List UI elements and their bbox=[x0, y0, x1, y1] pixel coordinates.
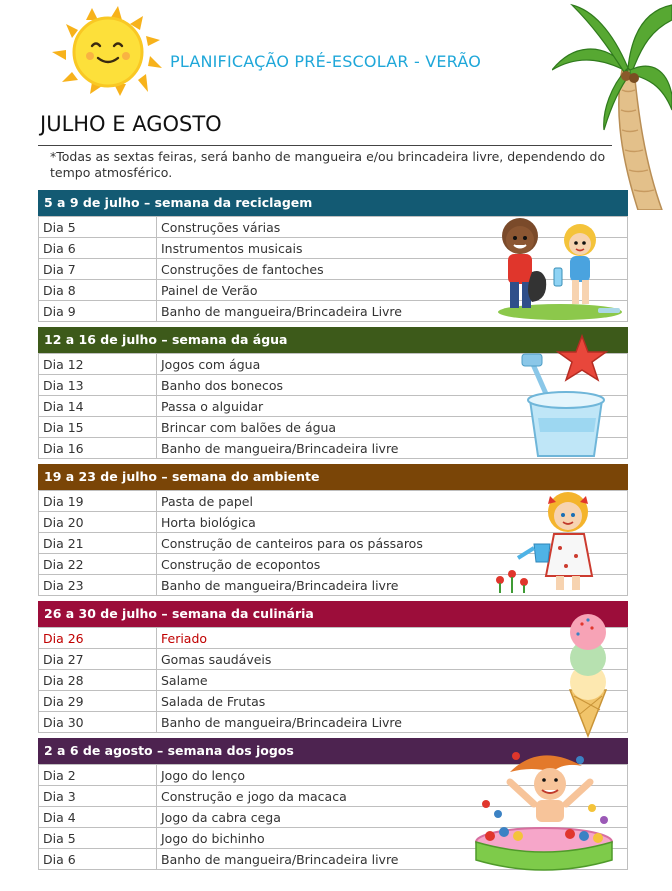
day-cell: Dia 2 bbox=[39, 765, 157, 786]
activity-cell: Construção e jogo da macaca bbox=[157, 786, 628, 807]
document-title: PLANIFICAÇÃO PRÉ-ESCOLAR - VERÃO bbox=[170, 52, 481, 71]
activity-cell: Banho de mangueira/Brincadeira livre bbox=[157, 575, 628, 596]
activity-cell: Construção de canteiros para os pássaros bbox=[157, 533, 628, 554]
day-cell: Dia 29 bbox=[39, 691, 157, 712]
day-cell: Dia 22 bbox=[39, 554, 157, 575]
week-section-4 bbox=[38, 601, 628, 733]
activity-cell: Brincar com balões de água bbox=[157, 417, 628, 438]
page-heading: JULHO E AGOSTO bbox=[40, 112, 222, 136]
table-row-holiday bbox=[39, 628, 628, 649]
day-cell: Dia 8 bbox=[39, 280, 157, 301]
activity-cell: Banho de mangueira/Brincadeira Livre bbox=[157, 301, 628, 322]
day-cell: Dia 16 bbox=[39, 438, 157, 459]
activity-cell: Feriado bbox=[157, 628, 628, 649]
day-cell: Dia 6 bbox=[39, 238, 157, 259]
day-cell: Dia 6 bbox=[39, 849, 157, 870]
activity-cell: Banho dos bonecos bbox=[157, 375, 628, 396]
day-cell: Dia 19 bbox=[39, 491, 157, 512]
day-cell: Dia 27 bbox=[39, 649, 157, 670]
activity-cell: Painel de Verão bbox=[157, 280, 628, 301]
activity-cell: Construções de fantoches bbox=[157, 259, 628, 280]
week-header: 19 a 23 de julho – semana do ambiente bbox=[38, 464, 628, 490]
heading-divider bbox=[38, 145, 612, 146]
day-cell: Dia 21 bbox=[39, 533, 157, 554]
girl-watering-flowers-icon bbox=[488, 486, 604, 594]
day-cell: Dia 5 bbox=[39, 828, 157, 849]
day-cell: Dia 20 bbox=[39, 512, 157, 533]
activity-cell: Instrumentos musicais bbox=[157, 238, 628, 259]
day-cell: Dia 15 bbox=[39, 417, 157, 438]
bucket-and-starfish-icon bbox=[516, 332, 616, 462]
day-cell: Dia 26 bbox=[39, 628, 157, 649]
week-header: 26 a 30 de julho – semana da culinária bbox=[38, 601, 628, 627]
week-header: 12 a 16 de julho – semana da água bbox=[38, 327, 628, 353]
table-row bbox=[39, 691, 628, 712]
day-cell: Dia 3 bbox=[39, 786, 157, 807]
day-cell: Dia 23 bbox=[39, 575, 157, 596]
week-header: 5 a 9 de julho – semana da reciclagem bbox=[38, 190, 628, 216]
day-cell: Dia 5 bbox=[39, 217, 157, 238]
day-cell: Dia 9 bbox=[39, 301, 157, 322]
day-cell: Dia 30 bbox=[39, 712, 157, 733]
activity-cell: Construções várias bbox=[157, 217, 628, 238]
activity-cell: Gomas saudáveis bbox=[157, 649, 628, 670]
girl-in-ball-pit-icon bbox=[470, 742, 616, 872]
table-row bbox=[39, 670, 628, 691]
activity-cell: Passa o alguidar bbox=[157, 396, 628, 417]
day-cell: Dia 13 bbox=[39, 375, 157, 396]
table-row bbox=[39, 649, 628, 670]
week-header: 2 a 6 de agosto – semana dos jogos bbox=[38, 738, 628, 764]
activity-cell: Jogo da cabra cega bbox=[157, 807, 628, 828]
day-cell: Dia 12 bbox=[39, 354, 157, 375]
activity-cell: Jogo do bichinho bbox=[157, 828, 628, 849]
activity-cell: Banho de mangueira/Brincadeira livre bbox=[157, 438, 628, 459]
activity-cell: Construção de ecopontos bbox=[157, 554, 628, 575]
activity-cell: Banho de mangueira/Brincadeira livre bbox=[157, 849, 628, 870]
activity-cell: Salada de Frutas bbox=[157, 691, 628, 712]
day-cell: Dia 28 bbox=[39, 670, 157, 691]
activity-cell: Jogos com água bbox=[157, 354, 628, 375]
day-cell: Dia 14 bbox=[39, 396, 157, 417]
ice-cream-cone-icon bbox=[560, 610, 616, 738]
activity-cell: Horta biológica bbox=[157, 512, 628, 533]
day-cell: Dia 7 bbox=[39, 259, 157, 280]
activity-cell: Salame bbox=[157, 670, 628, 691]
kids-recycling-icon bbox=[494, 212, 628, 324]
table-row bbox=[39, 712, 628, 733]
smiling-sun-icon bbox=[48, 6, 166, 96]
week-table bbox=[38, 627, 628, 733]
schedule-note: *Todas as sextas feiras, será banho de mangueira e/ou brincadeira livre, dependendo do tempo atmosférico. bbox=[50, 149, 606, 180]
day-cell: Dia 4 bbox=[39, 807, 157, 828]
activity-cell: Pasta de papel bbox=[157, 491, 628, 512]
activity-cell: Banho de mangueira/Brincadeira Livre bbox=[157, 712, 628, 733]
activity-cell: Jogo do lenço bbox=[157, 765, 628, 786]
